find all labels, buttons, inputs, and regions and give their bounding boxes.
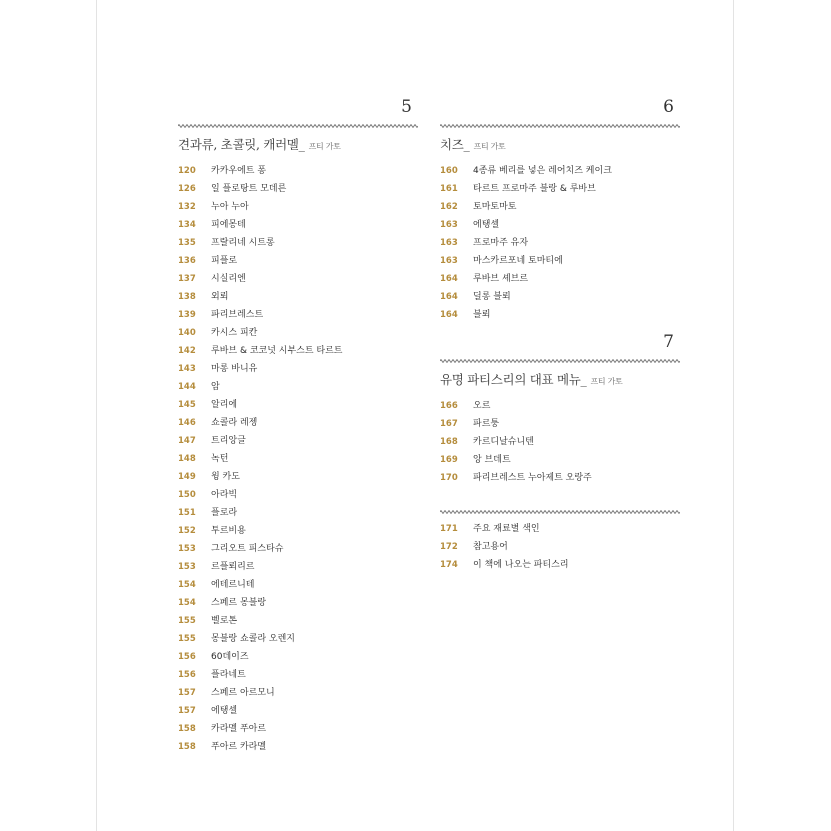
toc-list [178, 162, 418, 756]
toc-entry [178, 648, 418, 666]
toc-entry [440, 433, 680, 451]
page-number: 153 [178, 562, 196, 572]
chapter-number: 5 [401, 97, 412, 117]
entry-title: 60데이즈 [211, 652, 249, 662]
toc-entry [440, 180, 680, 198]
entry-title: 에테르니테 [211, 580, 255, 590]
entry-title: 루바브 & 코코넛 시부스트 타르트 [211, 346, 343, 356]
toc-entry [178, 540, 418, 558]
toc-entry [178, 360, 418, 378]
toc-entry [178, 504, 418, 522]
page-number: 157 [178, 706, 196, 716]
toc-entry [178, 180, 418, 198]
toc-entry [178, 234, 418, 252]
entry-title: 암 [211, 382, 220, 392]
page-number: 171 [440, 524, 458, 534]
toc-entry [178, 684, 418, 702]
page-number: 140 [178, 328, 196, 338]
page-number: 155 [178, 616, 196, 626]
toc-entry [178, 486, 418, 504]
toc-entry [178, 738, 418, 756]
toc-list [440, 520, 680, 574]
page-number: 120 [178, 166, 196, 176]
page-number: 164 [440, 274, 458, 284]
toc-entry [178, 630, 418, 648]
entry-title: 시실리엔 [211, 274, 246, 284]
entry-title: 파리브레스트 [211, 310, 264, 320]
toc-entry [178, 270, 418, 288]
toc-entry [440, 252, 680, 270]
page-number: 164 [440, 310, 458, 320]
entry-title: 파리브레스트 누아제트 오랑주 [473, 473, 592, 483]
toc-entry [178, 396, 418, 414]
chapter-title [178, 135, 418, 153]
chapter-title [440, 135, 680, 153]
toc-entry [178, 558, 418, 576]
entry-title: 플로라 [211, 508, 238, 518]
entry-title: 푸아르 카라멜 [211, 742, 267, 752]
page-number: 143 [178, 364, 196, 374]
toc-entry [440, 397, 680, 415]
entry-title: 프로마주 유자 [473, 238, 529, 248]
page-number: 164 [440, 292, 458, 302]
book-page [96, 0, 734, 831]
toc-entry [178, 414, 418, 432]
toc-entry [440, 216, 680, 234]
page-number: 170 [440, 473, 458, 483]
page-number: 136 [178, 256, 196, 266]
page-number: 151 [178, 508, 196, 518]
page-number: 150 [178, 490, 196, 500]
toc-entry [178, 306, 418, 324]
wavy-divider [440, 122, 680, 130]
chapter-subtitle: 프티 가토 [308, 142, 341, 151]
chapter-number: 6 [663, 97, 674, 117]
entry-title: 피플로 [211, 256, 238, 266]
chapter-subtitle: 프티 가토 [590, 377, 623, 386]
page-number: 172 [440, 542, 458, 552]
page-number: 135 [178, 238, 196, 248]
chapter-title-main: 견과류, 초콜릿, 캐러멜_ [178, 137, 305, 152]
toc-entry [178, 666, 418, 684]
toc-entry [440, 198, 680, 216]
entry-title: 피에몽테 [211, 220, 246, 230]
page-number: 161 [440, 184, 458, 194]
toc-entry [178, 702, 418, 720]
toc-entry [178, 324, 418, 342]
page-number: 148 [178, 454, 196, 464]
entry-title: 카라멜 푸아르 [211, 724, 267, 734]
entry-title: 블뢰 [473, 310, 491, 320]
page-number: 162 [440, 202, 458, 212]
page-number: 163 [440, 220, 458, 230]
toc-entry [178, 522, 418, 540]
page-number: 166 [440, 401, 458, 411]
entry-title: 누아 누아 [211, 202, 249, 212]
entry-title: 외뢰 [211, 292, 229, 302]
page-number: 154 [178, 598, 196, 608]
toc-entry [178, 594, 418, 612]
page-number: 163 [440, 238, 458, 248]
page-number: 156 [178, 670, 196, 680]
toc-entry [178, 378, 418, 396]
toc-entry [440, 415, 680, 433]
entry-title: 파르퉁 [473, 419, 500, 429]
wavy-divider [440, 508, 680, 516]
toc-entry [178, 720, 418, 738]
chapter-6-section [440, 96, 680, 324]
toc-entry [178, 216, 418, 234]
entry-title: 4종류 베리를 넣은 레어치즈 케이크 [473, 166, 612, 176]
page-number: 155 [178, 634, 196, 644]
entry-title: 스페르 아르모니 [211, 688, 275, 698]
toc-entry [440, 306, 680, 324]
page-number: 139 [178, 310, 196, 320]
entry-title: 타르트 프로마주 블랑 & 루바브 [473, 184, 596, 194]
page-number: 142 [178, 346, 196, 356]
entry-title: 프랄리네 시트롱 [211, 238, 275, 248]
wavy-divider [178, 122, 418, 130]
entry-title: 윙 카도 [211, 472, 240, 482]
chapter-title [440, 370, 680, 388]
toc-entry [440, 288, 680, 306]
entry-title: 일 플로탕트 모데른 [211, 184, 287, 194]
page-number: 138 [178, 292, 196, 302]
entry-title: 투르비용 [211, 526, 246, 536]
toc-entry [178, 288, 418, 306]
toc-entry [178, 342, 418, 360]
toc-entry [178, 252, 418, 270]
entry-title: 카시스 피칸 [211, 328, 258, 338]
toc-entry [440, 162, 680, 180]
chapter-subtitle: 프티 가토 [473, 142, 506, 151]
chapter-5-section [178, 96, 418, 756]
toc-entry [178, 576, 418, 594]
page-number: 149 [178, 472, 196, 482]
page-number: 158 [178, 742, 196, 752]
page-number: 144 [178, 382, 196, 392]
chapter-7-section [440, 331, 680, 487]
entry-title: 참고용어 [473, 542, 508, 552]
toc-entry [440, 451, 680, 469]
toc-entry [178, 450, 418, 468]
chapter-title-main: 치즈_ [440, 137, 470, 152]
toc-entry [440, 234, 680, 252]
chapter-title-main: 유명 파티스리의 대표 메뉴_ [440, 372, 587, 387]
page-number: 145 [178, 400, 196, 410]
entry-title: 아라빅 [211, 490, 238, 500]
entry-title: 카카우에트 퐁 [211, 166, 267, 176]
entry-title: 그리오트 피스타슈 [211, 544, 284, 554]
page-number: 153 [178, 544, 196, 554]
entry-title: 에탱셀 [211, 706, 238, 716]
page-number: 168 [440, 437, 458, 447]
page-number: 160 [440, 166, 458, 176]
page-number: 152 [178, 526, 196, 536]
page-number: 147 [178, 436, 196, 446]
entry-title: 몽블랑 쇼콜라 오렌지 [211, 634, 295, 644]
entry-title: 쇼콜라 레젱 [211, 418, 258, 428]
page-number: 154 [178, 580, 196, 590]
page-number: 132 [178, 202, 196, 212]
page-number: 146 [178, 418, 196, 428]
page-number: 126 [178, 184, 196, 194]
entry-title: 마롱 바니유 [211, 364, 258, 374]
entry-title: 르플뢰리르 [211, 562, 255, 572]
toc-entry [440, 270, 680, 288]
entry-title: 트리앙글 [211, 436, 246, 446]
page-number: 163 [440, 256, 458, 266]
toc-entry [178, 432, 418, 450]
page-number: 158 [178, 724, 196, 734]
toc-entry [440, 469, 680, 487]
toc-entry [178, 162, 418, 180]
entry-title: 스페르 몽블랑 [211, 598, 267, 608]
toc-list [440, 397, 680, 487]
toc-entry [440, 538, 680, 556]
entry-title: 벨로톤 [211, 616, 238, 626]
toc-entry [178, 198, 418, 216]
toc-entry [440, 556, 680, 574]
page-number: 167 [440, 419, 458, 429]
chapter-6-7-column [440, 96, 680, 574]
wavy-divider [440, 357, 680, 365]
toc-entry [178, 468, 418, 486]
entry-title: 플라네트 [211, 670, 246, 680]
entry-title: 알리에 [211, 400, 238, 410]
entry-title: 녹턴 [211, 454, 229, 464]
toc-entry [440, 520, 680, 538]
page-number: 169 [440, 455, 458, 465]
toc-list [440, 162, 680, 324]
entry-title: 루바브 셰브르 [473, 274, 529, 284]
entry-title: 딜롱 블뢰 [473, 292, 511, 302]
entry-title: 주요 재료별 색인 [473, 524, 540, 534]
chapter-5-column [178, 96, 418, 756]
page-number: 174 [440, 560, 458, 570]
page-number: 156 [178, 652, 196, 662]
page-number: 134 [178, 220, 196, 230]
entry-title: 앙 브데트 [473, 455, 511, 465]
entry-title: 오르 [473, 401, 491, 411]
entry-title: 이 책에 나오는 파티스리 [473, 560, 569, 570]
appendix-section [440, 508, 680, 574]
entry-title: 카르디날슈니텐 [473, 437, 534, 447]
toc-entry [178, 612, 418, 630]
entry-title: 마스카르포네 토마티에 [473, 256, 563, 266]
page-number: 157 [178, 688, 196, 698]
chapter-number: 7 [663, 332, 674, 352]
page-number: 137 [178, 274, 196, 284]
entry-title: 토마토마토 [473, 202, 517, 212]
entry-title: 에탱셀 [473, 220, 500, 230]
